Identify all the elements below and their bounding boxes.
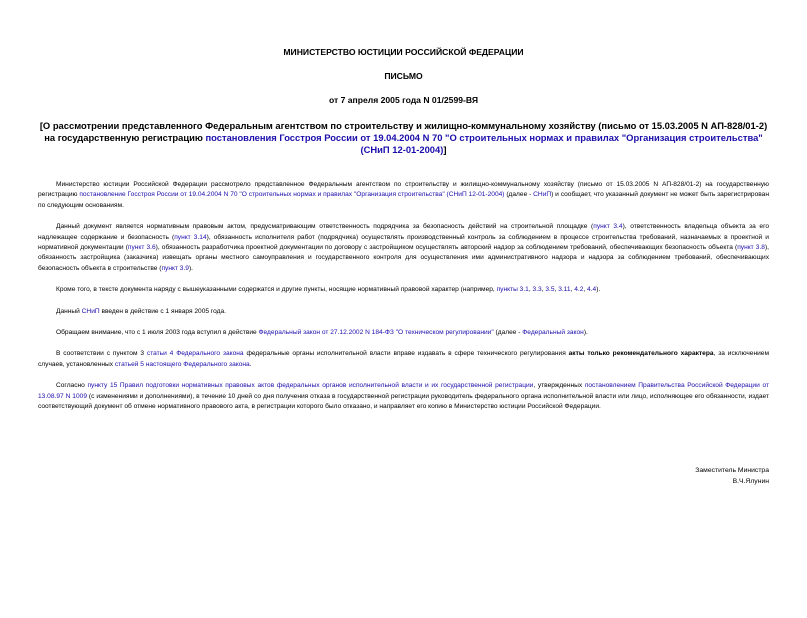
p6-bold-text: акты только рекомендательного характера (568, 350, 714, 358)
p5-text-b: (далее - (493, 329, 523, 337)
paragraph-2 (38, 222, 769, 274)
p3-sep-1: , (528, 286, 533, 294)
title-link-postanovlenie[interactable]: постановления Госстроя России от 19.04.2004 N 70 "О строительных нормах и правилах "Организация строительства" (СНиП 12-01-2004) (205, 132, 763, 155)
paragraph-3 (38, 285, 769, 295)
p2-text-f: ). (188, 264, 194, 272)
ministry-heading: МИНИСТЕРСТВО ЮСТИЦИИ РОССИЙСКОЙ ФЕДЕРАЦИИ (283, 47, 524, 57)
signature-block (695, 466, 769, 487)
link-federal-law-184[interactable]: Федеральный закон от 27.12.2002 N 184-ФЗ "О техническом регулировании" (258, 329, 494, 337)
title-text-1: [О рассмотрении представленного Федеральным агентством по строительству и жилищно-коммунальному хозяйству (письмо от 15.03.2005 N АП-828/01-2) на государственную регистрацию (39, 120, 768, 143)
link-snip[interactable]: СНиП (533, 191, 552, 199)
signature-name: В.Ч.Ялунин (732, 477, 769, 485)
link-3-5[interactable]: 3.5 (545, 286, 555, 294)
p6-text-d: . (249, 360, 252, 368)
p4-text-b: введен в действие с 1 января 2005 года. (99, 307, 226, 315)
p1-text-c: ) и сообщает, что указанный документ не может быть зарегистрирован по следующим основаниям. (38, 191, 769, 209)
link-3-11[interactable]: 3.11 (558, 286, 571, 294)
p2-text-a: Данный документ является нормативным правовым актом, предусматривающим ответственность подрядчика за безопасность действий на строительной площадке ( (56, 223, 594, 231)
link-punkt-3-4[interactable]: пункт 3.4 (593, 223, 623, 231)
paragraph-1 (38, 180, 769, 211)
p2-text-c: ), обязанность исполнителя работ (подрядчика) осуществлять производственный контроль за соблюдением в процессе строительства требований, назначаемых в проектной и нормативной документации ( (38, 233, 769, 252)
p3-text-a: Кроме того, в тексте документа наряду с вышеуказанными содержатся и другие пункты, носящие нормативный правовой характер (например, (56, 286, 497, 294)
signature-position: Заместитель Министра (695, 467, 769, 474)
link-snip-2[interactable]: СНиП (81, 307, 100, 315)
link-punkt-3-9[interactable]: пункт 3.9 (161, 264, 189, 272)
link-punkty-3-1[interactable]: пункты 3.1 (496, 286, 529, 294)
link-federal-law[interactable]: Федеральный закон (522, 329, 584, 337)
document-title (38, 120, 769, 156)
paragraph-7 (38, 381, 769, 412)
p6-text-b: федеральные органы исполнительной власти вправе издавать в сфере технического регулирования (243, 350, 569, 358)
p3-sep-3: , (554, 286, 559, 294)
doc-type-heading: ПИСЬМО (384, 71, 423, 81)
p3-sep-5: , (583, 286, 588, 294)
p4-text-a: Данный (56, 307, 82, 315)
p3-text-b: ). (596, 286, 601, 294)
p1-text-b: (далее - (504, 191, 534, 199)
document-page (0, 47, 807, 618)
p3-sep-2: , (541, 286, 546, 294)
link-punkt-3-8[interactable]: пункт 3.8 (737, 244, 765, 252)
link-government-decree-1009[interactable]: постановлением Правительства Российской Федерации от 13.08.97 N 1009 (38, 382, 769, 400)
link-3-3[interactable]: 3.3 (532, 286, 542, 294)
p6-text-c: , за исключением случаев, установленных (38, 350, 769, 368)
p6-text-a: В соответствии с пунктом 3 (56, 350, 147, 358)
p2-text-d: ), обязанность разработчика проектной документации по договору с застройщиком осуществлять авторский надзор за соблюдением требований, обеспечивающих безопасность объекта ( (155, 244, 738, 252)
link-article-4[interactable]: статьи 4 Федерального закона (146, 350, 244, 358)
link-4-2[interactable]: 4.2 (574, 286, 584, 294)
p1-text-a: Министерство юстиции Российской Федерации рассмотрело представленное Федеральным агентством по строительству и жилищно-коммунальному хозяйству (письмо от 15.03.2005 N АП-828/01-2) на государственную регистрацию (38, 181, 769, 199)
paragraph-4 (38, 307, 769, 317)
link-postanovlenie[interactable]: постановление Госстроя России от 19.04.2004 N 70 "О строительных нормах и правилах "Организация строительства" (СНиП 12-01-2004) (79, 191, 505, 199)
title-text-2: ] (443, 144, 447, 155)
p7-text-a: Согласно (56, 382, 88, 390)
date-number-heading: от 7 апреля 2005 года N 01/2599-ВЯ (328, 95, 479, 105)
paragraph-5 (38, 328, 769, 338)
p2-text-b: ), ответственность владельца объекта за его надлежащее содержание и безопасность ( (38, 223, 769, 241)
link-article-5[interactable]: статьей 5 настоящего Федерального закона (114, 360, 250, 368)
p3-sep-4: , (570, 286, 575, 294)
link-punkt-15-rules[interactable]: пункту 15 Правил подготовки нормативных правовых актов федеральных органов исполнительной власти и их государственной регистрации (87, 382, 534, 390)
p7-text-b: , утвержденных (533, 382, 585, 390)
link-4-4[interactable]: 4.4 (587, 286, 597, 294)
p2-text-e: ), обязанность застройщика (заказчика) извещать органы местного самоуправления и государственного контроля для осуществления ими административного надзора и надзора за соблюдением требований, обеспечивающих безопасность объекта в строительстве ( (38, 244, 769, 272)
p7-text-c: (с изменениями и дополнениями), в течение 10 дней со дня получения отказа в государственной регистрации руководитель федерального органа исполнительной власти или лицо, исполняющее его обязанности, издает соответствующий документ об отмене нормативного правового акта, в регистрации которого было отказано, и направляет его копию в Министерство юстиции Российской Федерации. (38, 392, 769, 411)
link-punkt-3-6[interactable]: пункт 3.6 (127, 244, 156, 252)
paragraph-6 (38, 349, 769, 370)
link-punkt-3-14[interactable]: пункт 3.14 (174, 233, 207, 241)
p5-text-a: Обращаем внимание, что с 1 июля 2003 года вступил в действие (56, 329, 259, 337)
p5-text-c: ). (583, 329, 588, 337)
